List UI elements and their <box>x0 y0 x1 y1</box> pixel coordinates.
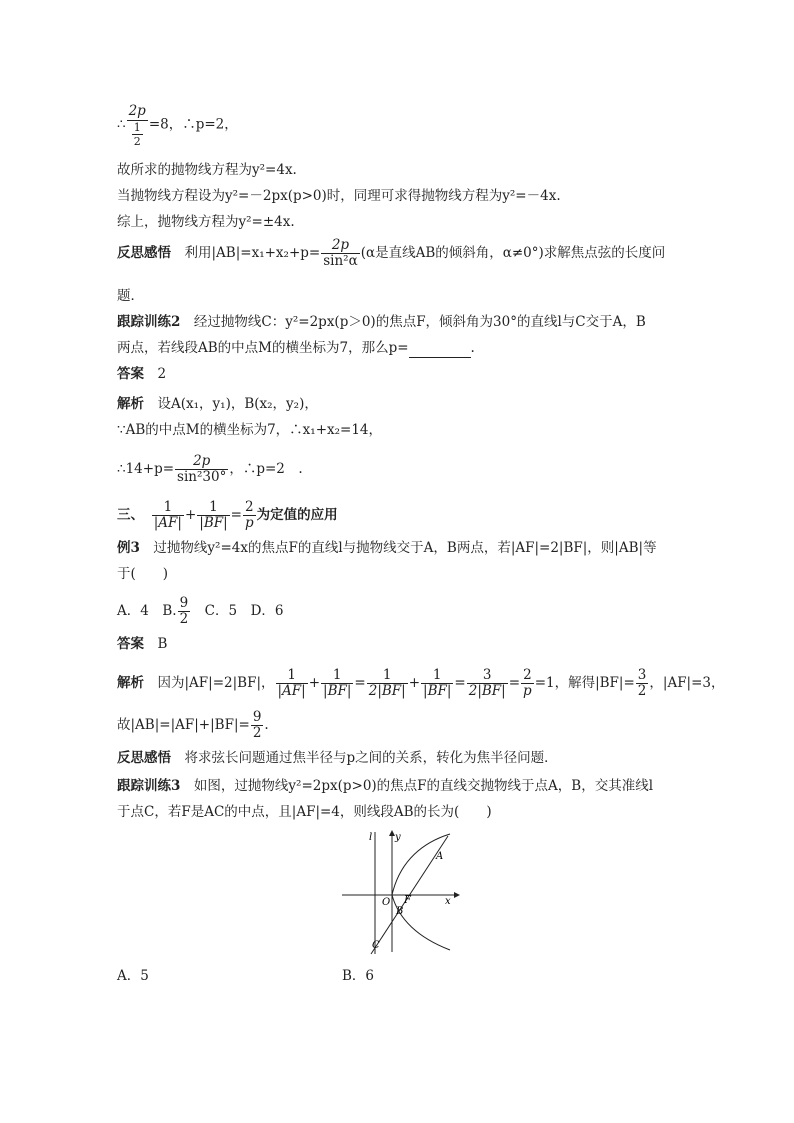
example-3: 例3 过抛物线y²=4x的焦点F的直线l与抛物线交于A，B两点，若|AF|=2|BF|，则|AB|等 <box>117 540 657 556</box>
answer-blank[interactable] <box>409 343 471 358</box>
label-x: x <box>445 896 451 907</box>
answer-2: 答案 B <box>117 636 168 652</box>
analysis-1-line-3: ∴14+p= $\frac{2p}{\text{sin²30°}}$ ，∴p=2 . <box>117 453 303 485</box>
option-a[interactable]: A．4 <box>117 603 149 619</box>
practice-2-cont: 两点，若线段AB的中点M的横坐标为7，那么p= . <box>117 340 475 356</box>
answer-1: 答案 2 <box>117 366 167 382</box>
option-b[interactable]: B. $\frac{9}{2}$ <box>162 595 189 627</box>
example-3-options <box>117 596 284 627</box>
example-3-cont: 于( ) <box>117 566 169 582</box>
practice-3-option-a[interactable]: A．5 <box>117 968 149 984</box>
label-o: O <box>382 897 391 908</box>
reflection-1: 反思感悟 利用|AB|=x₁+x₂+p= $\frac{2p}{\text{sin²α}}$ (α是直线AB的倾斜角，α≠0°)求解焦点弦的长度问 <box>117 237 666 269</box>
label-l: l <box>369 832 373 843</box>
reflection-1-cont: 题． <box>117 288 144 304</box>
practice-3-option-b[interactable]: B．6 <box>342 968 375 984</box>
x-axis-arrow <box>454 892 460 898</box>
label-f: F <box>404 895 411 906</box>
label-b: B <box>396 906 404 917</box>
analysis-2-line-2: 故|AB|=|AF|+|BF|= $\frac{9}{2}$ . <box>117 709 269 741</box>
practice-3-cont: 于点C，若F是AC的中点，且|AF|=4，则线段AB的长为( ) <box>117 804 492 820</box>
line-1: ∴ $\frac{2p}{\frac{1}{2}}$ =8，∴p=2， <box>117 103 238 148</box>
parabola-figure <box>338 828 460 956</box>
line-2: 故所求的抛物线方程为y²=4x. <box>117 162 297 178</box>
option-c[interactable]: C．5 <box>204 603 238 619</box>
label-c: C <box>372 940 380 951</box>
reflection-2: 反思感悟 将求弦长问题通过焦半径与p之间的关系，转化为焦半径问题． <box>117 750 558 766</box>
label-a: A <box>436 851 444 862</box>
line-3: 当抛物线方程设为y²=－2px(p>0)时，同理可求得抛物线方程为y²=－4x. <box>117 188 561 204</box>
analysis-1: 解析 设A(x₁，y₁)，B(x₂，y₂)， <box>117 396 318 412</box>
practice-3: 跟踪训练3 如图，过抛物线y²=2px(p>0)的焦点F的直线交抛物线于点A，B，交其准线l <box>117 778 654 794</box>
option-d[interactable]: D．6 <box>250 603 284 619</box>
practice-2: 跟踪训练2 经过抛物线C：y²=2px(p＞0)的焦点F，倾斜角为30°的直线l与C交于A，B <box>117 314 646 330</box>
line-4: 综上，抛物线方程为y²=±4x. <box>117 214 295 230</box>
section-3-heading: 三、 $\frac{1}{|AF|}$ + $\frac{1}{|BF|}$ = $\frac{2}{p}$ 为定值的应用 <box>117 499 338 531</box>
label-y: y <box>395 832 401 843</box>
analysis-2: 解析 因为|AF|=2|BF|， $\frac{1}{|AF|}$ + $\frac{1}{|BF|}$ = $\frac{1}{2|BF|}$ + $\frac{1}{|BF|}$ = $\frac{3}{2|BF|}$ = $\frac{2}{p}$ =1，解得|BF|= $\frac{3}{2}$ ，|AF|=3， <box>117 667 725 699</box>
analysis-1-line-2: ∵AB的中点M的横坐标为7，∴x₁+x₂=14， <box>117 422 383 438</box>
